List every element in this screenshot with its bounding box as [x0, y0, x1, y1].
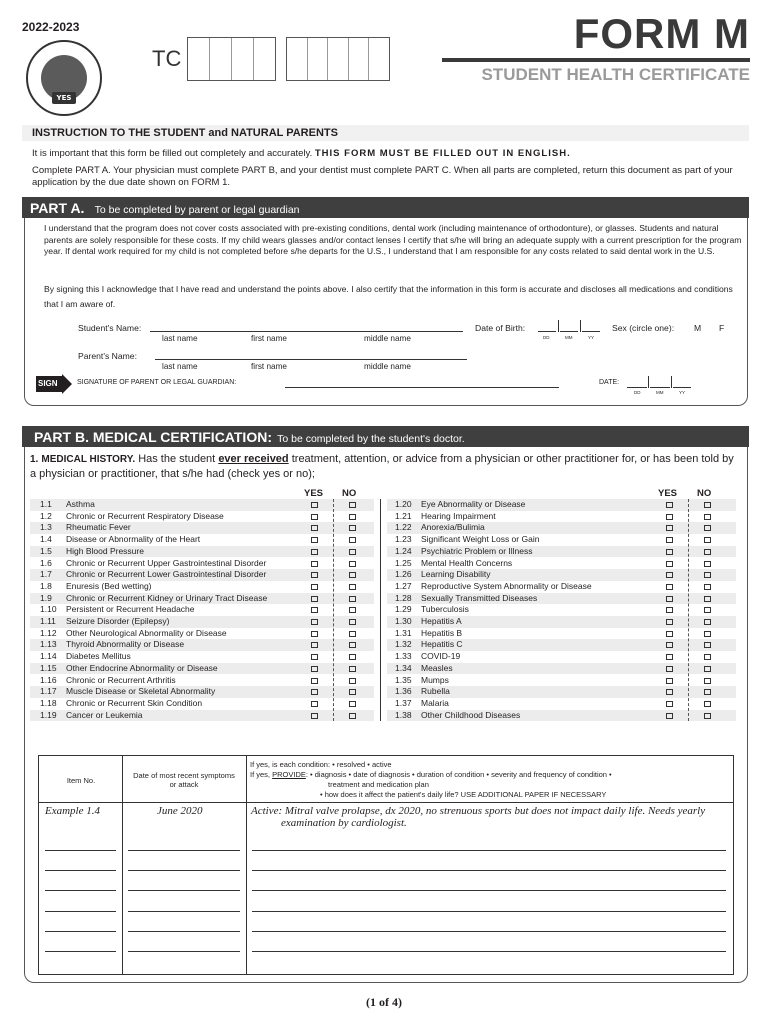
checkbox-no[interactable] — [349, 654, 356, 660]
condition-label: Enuresis (Bed wetting) — [66, 580, 152, 591]
tc-box-2[interactable] — [286, 37, 390, 81]
left-no-header: NO — [342, 488, 357, 499]
condition-number: 1.33 — [395, 651, 412, 662]
condition-number: 1.30 — [395, 616, 412, 626]
condition-label: Hearing Impairment — [421, 510, 496, 521]
yes-program-logo — [26, 40, 102, 116]
condition-label: Hepatitis B — [421, 627, 463, 638]
checkbox-no[interactable] — [704, 713, 711, 719]
date-entry-field[interactable] — [128, 850, 240, 851]
condition-row — [395, 686, 725, 698]
condition-label: Learning Disability — [421, 569, 491, 580]
checkbox-yes[interactable] — [311, 502, 318, 508]
checkbox-yes[interactable] — [311, 607, 318, 613]
checkbox-no[interactable] — [704, 678, 711, 684]
date-entry-field[interactable] — [128, 931, 240, 932]
sex-m-option[interactable]: M — [694, 323, 702, 333]
condition-label: Other Endocrine Abnormality or Disease — [66, 662, 218, 673]
checkbox-no[interactable] — [349, 596, 356, 602]
checkbox-yes[interactable] — [311, 572, 318, 578]
checkbox-yes[interactable] — [666, 689, 673, 695]
condition-number: 1.6 — [40, 557, 52, 568]
checkbox-yes[interactable] — [666, 642, 673, 648]
sex-label: Sex (circle one): — [612, 323, 675, 333]
dob-yy-field[interactable] — [582, 331, 600, 332]
logo-badge: YES — [52, 92, 76, 104]
example-description-line2: examination by cardiologist. — [281, 817, 407, 829]
medical-history-question: 1. MEDICAL HISTORY. Has the student ever received treatment, attention, or advice from a physician or other practitioner for, or has been told by a physician or practitioner, that s/he had (check yes or no); — [30, 453, 734, 480]
checkbox-no[interactable] — [349, 666, 356, 672]
condition-number: 1.22 — [395, 522, 412, 533]
checkbox-yes[interactable] — [311, 537, 318, 543]
checkbox-no[interactable] — [704, 525, 711, 531]
condition-number: 1.18 — [40, 697, 57, 708]
condition-row — [395, 522, 725, 534]
students-name-label: Student's Name: — [78, 323, 142, 333]
condition-row — [395, 534, 725, 546]
date-label: DATE: — [599, 379, 620, 386]
checkbox-yes[interactable] — [311, 619, 318, 625]
condition-number: 1.13 — [40, 639, 57, 650]
checkbox-no[interactable] — [704, 654, 711, 660]
checkbox-no[interactable] — [349, 502, 356, 508]
condition-row — [40, 546, 370, 558]
condition-number: 1.5 — [40, 545, 52, 556]
condition-label: Persistent or Recurrent Headache — [66, 604, 195, 615]
description-entry-field[interactable] — [252, 890, 726, 891]
condition-label: Cancer or Leukemia — [66, 709, 143, 720]
parents-name-label: Parent's Name: — [78, 351, 137, 361]
condition-number: 1.37 — [395, 697, 412, 708]
condition-row — [395, 663, 725, 675]
part-a-header: PART A. To be completed by parent or legal guardian — [22, 197, 749, 218]
first-name-label: first name — [251, 334, 287, 343]
checkbox-yes[interactable] — [311, 689, 318, 695]
description-entry-field[interactable] — [252, 931, 726, 932]
checkbox-yes[interactable] — [311, 514, 318, 520]
checkbox-yes[interactable] — [666, 561, 673, 567]
part-a-disclaimer: I understand that the program does not cover costs associated with pre-existing conditions, dental work (including maintenance of orthodonture), or glasses. Students and natural parents are solely responsible for these costs. If my child wears glasses and/or contact lenses I certify that s/he will bring an adequate supply with a current prescription for the program year. If dental work required for my child is not completed before s/he departs for the U.S., I understand that I am responsible for any costs related to said dental work in the U.S. — [44, 223, 742, 256]
condition-label: Chronic or Recurrent Skin Condition — [66, 697, 203, 708]
condition-label: Asthma — [66, 499, 95, 509]
checkbox-yes[interactable] — [666, 713, 673, 719]
condition-number: 1.23 — [395, 534, 412, 545]
condition-row — [395, 581, 725, 593]
tc-label: TC — [152, 46, 182, 71]
checkbox-yes[interactable] — [666, 619, 673, 625]
condition-label: Chronic or Recurrent Arthritis — [66, 674, 176, 685]
condition-number: 1.14 — [40, 651, 57, 662]
condition-number: 1.17 — [40, 686, 57, 697]
condition-number: 1.29 — [395, 604, 412, 615]
condition-number: 1.16 — [40, 674, 57, 685]
condition-row — [395, 698, 725, 710]
checkbox-no[interactable] — [704, 596, 711, 602]
condition-number: 1.20 — [395, 499, 412, 509]
part-a-acknowledgement: By signing this I acknowledge that I have read and understand the points above. I also certify that the information in this form is accurate and discloses all medications and conditions that I am aware of. — [44, 284, 733, 309]
condition-label: Thyroid Abnormality or Disease — [66, 639, 185, 650]
checkbox-yes[interactable] — [311, 654, 318, 660]
checkbox-no[interactable] — [349, 607, 356, 613]
condition-label: Rubella — [421, 686, 450, 697]
condition-number: 1.9 — [40, 592, 52, 603]
condition-row — [40, 686, 370, 698]
condition-header-line4: • how does it affect the patient's daily life? USE ADDITIONAL PAPER IF NECESSARY — [320, 790, 607, 799]
condition-number: 1.1 — [40, 499, 52, 509]
item-entry-field[interactable] — [45, 911, 116, 912]
signature-label: SIGNATURE OF PARENT OR LEGAL GUARDIAN: — [77, 379, 237, 386]
condition-number: 1.38 — [395, 709, 412, 720]
sex-f-option[interactable]: F — [719, 323, 725, 333]
left-yes-header: YES — [304, 488, 324, 499]
checkbox-no[interactable] — [349, 631, 356, 637]
condition-label: Malaria — [421, 697, 449, 708]
condition-label: Rheumatic Fever — [66, 522, 131, 533]
parent-last-name-label: last name — [162, 362, 198, 371]
dob-dd-field[interactable] — [538, 331, 556, 332]
checkbox-yes[interactable] — [666, 666, 673, 672]
example-item: Example 1.4 — [45, 805, 100, 817]
checkbox-yes[interactable] — [311, 584, 318, 590]
checkbox-yes[interactable] — [311, 642, 318, 648]
description-entry-field[interactable] — [252, 850, 726, 851]
condition-row — [40, 639, 370, 651]
condition-label: Reproductive System Abnormality or Disease — [421, 580, 592, 591]
item-entry-field[interactable] — [45, 850, 116, 851]
checkbox-no[interactable] — [349, 537, 356, 543]
students-name-field[interactable] — [150, 331, 463, 332]
checkbox-yes[interactable] — [311, 631, 318, 637]
instructions-line2: Complete PART A. Your physician must complete PART B, and your dentist must complete PART C. When all parts are completed, return this document as part of your application by the due date shown on FORM 1. — [32, 165, 733, 188]
condition-row — [40, 569, 370, 581]
condition-label: Disease or Abnormality of the Heart — [66, 534, 201, 545]
condition-row — [40, 710, 370, 722]
checkbox-yes[interactable] — [666, 549, 673, 555]
condition-row — [40, 663, 370, 675]
condition-label: Measles — [421, 662, 453, 673]
condition-row — [40, 558, 370, 570]
checkbox-yes[interactable] — [311, 713, 318, 719]
condition-label: Chronic or Recurrent Lower Gastrointestinal Disorder — [66, 569, 267, 580]
checkbox-yes[interactable] — [666, 514, 673, 520]
checkbox-no[interactable] — [349, 572, 356, 578]
condition-row — [40, 628, 370, 640]
checkbox-no[interactable] — [704, 549, 711, 555]
instructions-line1: It is important that this form be filled out completely and accurately. THIS FORM MUST BE FILLED OUT IN ENGLISH. — [32, 148, 571, 159]
date-symptoms-header: Date of most recent symptoms or attack — [133, 771, 235, 789]
item-entry-field[interactable] — [45, 931, 116, 932]
description-entry-field[interactable] — [252, 911, 726, 912]
checkbox-no[interactable] — [704, 561, 711, 567]
checkbox-no[interactable] — [349, 642, 356, 648]
checkbox-no[interactable] — [349, 514, 356, 520]
condition-number: 1.24 — [395, 545, 412, 556]
checkbox-yes[interactable] — [666, 525, 673, 531]
last-name-label: last name — [162, 334, 198, 343]
checkbox-no[interactable] — [704, 514, 711, 520]
date-entry-field[interactable] — [128, 870, 240, 871]
condition-row — [395, 546, 725, 558]
checkbox-yes[interactable] — [666, 607, 673, 613]
form-year: 2022-2023 — [22, 20, 80, 34]
form-subtitle: STUDENT HEALTH CERTIFICATE — [481, 65, 750, 84]
tc-box-1[interactable] — [187, 37, 276, 81]
item-entry-field[interactable] — [45, 890, 116, 891]
checkbox-yes[interactable] — [311, 701, 318, 707]
condition-label: Eye Abnormality or Disease — [421, 499, 526, 509]
checkbox-no[interactable] — [349, 619, 356, 625]
item-entry-field[interactable] — [45, 951, 116, 952]
right-yes-header: YES — [658, 488, 678, 499]
checkbox-no[interactable] — [704, 607, 711, 613]
date-entry-field[interactable] — [128, 890, 240, 891]
right-no-header: NO — [697, 488, 712, 499]
checkbox-yes[interactable] — [666, 654, 673, 660]
condition-row — [395, 710, 725, 722]
date-mm-field[interactable] — [650, 387, 670, 388]
condition-row — [395, 639, 725, 651]
form-title: FORM M — [573, 10, 750, 57]
condition-number: 1.15 — [40, 662, 57, 673]
checkbox-no[interactable] — [704, 631, 711, 637]
checkbox-no[interactable] — [704, 502, 711, 508]
condition-row — [395, 499, 725, 511]
checkbox-yes[interactable] — [311, 666, 318, 672]
condition-row — [40, 593, 370, 605]
instructions-heading: INSTRUCTION TO THE STUDENT and NATURAL PARENTS — [22, 125, 749, 141]
part-b-header: PART B. MEDICAL CERTIFICATION: To be completed by the student's doctor. — [22, 426, 749, 447]
checkbox-yes[interactable] — [666, 631, 673, 637]
condition-label: Other Neurological Abnormality or Disease — [66, 627, 227, 638]
checkbox-no[interactable] — [349, 713, 356, 719]
condition-label: Other Childhood Diseases — [421, 709, 521, 720]
condition-label: Mental Health Concerns — [421, 557, 513, 568]
condition-label: Muscle Disease or Skeletal Abnormality — [66, 686, 216, 697]
condition-header-line3: treatment and medication plan — [328, 780, 429, 789]
checkbox-no[interactable] — [349, 584, 356, 590]
date-dd-field[interactable] — [627, 387, 647, 388]
condition-number: 1.3 — [40, 522, 52, 533]
condition-row — [40, 675, 370, 687]
condition-row — [40, 698, 370, 710]
checkbox-no[interactable] — [704, 689, 711, 695]
checkbox-no[interactable] — [704, 619, 711, 625]
condition-label: COVID-19 — [421, 651, 461, 662]
checkbox-no[interactable] — [704, 666, 711, 672]
condition-label: Mumps — [421, 674, 449, 685]
item-entry-field[interactable] — [45, 870, 116, 871]
condition-row — [395, 628, 725, 640]
page-number: (1 of 4) — [366, 995, 402, 1009]
condition-number: 1.35 — [395, 674, 412, 685]
condition-label: Tuberculosis — [421, 604, 469, 615]
checkbox-no[interactable] — [704, 701, 711, 707]
condition-row — [395, 604, 725, 616]
date-yy-field[interactable] — [673, 387, 691, 388]
checkbox-no[interactable] — [704, 584, 711, 590]
checkbox-yes[interactable] — [666, 502, 673, 508]
condition-label: Hepatitis C — [421, 639, 463, 650]
sign-badge: SIGN — [38, 379, 58, 388]
condition-number: 1.10 — [40, 604, 57, 615]
condition-number: 1.4 — [40, 534, 52, 545]
parent-middle-name-label: middle name — [364, 362, 411, 371]
condition-label: Chronic or Recurrent Respiratory Disease — [66, 510, 224, 521]
condition-row — [395, 569, 725, 581]
condition-row — [40, 499, 370, 511]
condition-label: Sexually Transmitted Diseases — [421, 592, 538, 603]
condition-number: 1.26 — [395, 569, 412, 580]
parent-first-name-label: first name — [251, 362, 287, 371]
checkbox-no[interactable] — [349, 701, 356, 707]
signature-field[interactable] — [285, 387, 559, 388]
condition-number: 1.19 — [40, 709, 57, 720]
condition-row — [395, 593, 725, 605]
condition-number: 1.7 — [40, 569, 52, 580]
condition-label: High Blood Pressure — [66, 545, 144, 556]
checkbox-no[interactable] — [349, 678, 356, 684]
condition-number: 1.31 — [395, 627, 412, 638]
date-entry-field[interactable] — [128, 911, 240, 912]
checkbox-no[interactable] — [349, 549, 356, 555]
condition-row — [395, 616, 725, 628]
condition-number: 1.12 — [40, 627, 57, 638]
condition-number: 1.8 — [40, 580, 52, 591]
condition-number: 1.21 — [395, 510, 412, 521]
date-entry-field[interactable] — [128, 951, 240, 952]
condition-row — [40, 651, 370, 663]
condition-row — [395, 558, 725, 570]
condition-number: 1.32 — [395, 639, 412, 650]
dob-mm-field[interactable] — [560, 331, 578, 332]
condition-number: 1.27 — [395, 580, 412, 591]
checkbox-yes[interactable] — [311, 549, 318, 555]
condition-row — [40, 581, 370, 593]
description-entry-field[interactable] — [252, 870, 726, 871]
checkbox-no[interactable] — [349, 561, 356, 567]
condition-row — [395, 511, 725, 523]
condition-label: Chronic or Recurrent Upper Gastrointestinal Disorder — [66, 557, 267, 568]
condition-label: Seizure Disorder (Epilepsy) — [66, 616, 170, 626]
checkbox-yes[interactable] — [311, 596, 318, 602]
checkbox-yes[interactable] — [311, 525, 318, 531]
condition-row — [40, 534, 370, 546]
checkbox-yes[interactable] — [666, 678, 673, 684]
condition-label: Anorexia/Bulimia — [421, 522, 485, 533]
checkbox-yes[interactable] — [666, 701, 673, 707]
condition-row — [40, 616, 370, 628]
condition-row — [40, 511, 370, 523]
condition-label: Diabetes Mellitus — [66, 651, 131, 662]
checkbox-yes[interactable] — [666, 572, 673, 578]
checkbox-yes[interactable] — [666, 596, 673, 602]
condition-label: Chronic or Recurrent Kidney or Urinary Tract Disease — [66, 592, 268, 603]
title-rule — [442, 58, 750, 62]
condition-label: Psychiatric Problem or Illness — [421, 545, 533, 556]
checkbox-yes[interactable] — [666, 584, 673, 590]
condition-number: 1.28 — [395, 592, 412, 603]
condition-number: 1.25 — [395, 557, 412, 568]
checkbox-no[interactable] — [349, 689, 356, 695]
description-entry-field[interactable] — [252, 951, 726, 952]
condition-number: 1.34 — [395, 662, 412, 673]
checkbox-no[interactable] — [704, 642, 711, 648]
item-no-header: Item No. — [66, 776, 96, 785]
checkbox-no[interactable] — [704, 537, 711, 543]
condition-row — [40, 522, 370, 534]
checkbox-yes[interactable] — [666, 537, 673, 543]
example-date: June 2020 — [157, 805, 203, 817]
condition-number: 1.2 — [40, 510, 52, 521]
condition-row — [40, 604, 370, 616]
condition-row — [395, 651, 725, 663]
parents-name-field[interactable] — [155, 359, 467, 360]
checkbox-no[interactable] — [704, 572, 711, 578]
dob-label: Date of Birth: — [475, 323, 526, 333]
condition-header-line2: If yes, PROVIDE: • diagnosis • date of diagnosis • duration of condition • severity and frequency of condition • — [250, 770, 612, 779]
checkbox-yes[interactable] — [311, 561, 318, 567]
middle-name-label: middle name — [364, 334, 411, 343]
condition-number: 1.11 — [40, 616, 56, 626]
condition-label: Significant Weight Loss or Gain — [421, 534, 540, 545]
condition-label: Hepatitis A — [421, 616, 462, 626]
checkbox-yes[interactable] — [311, 678, 318, 684]
condition-header-line1: If yes, is each condition: • resolved • active — [250, 760, 392, 769]
condition-number: 1.36 — [395, 686, 412, 697]
example-description-line1: Active: Mitral valve prolapse, dx 2020, no strenuous sports but does not impact daily life. Needs yearly — [251, 805, 706, 817]
condition-row — [395, 675, 725, 687]
checkbox-no[interactable] — [349, 525, 356, 531]
